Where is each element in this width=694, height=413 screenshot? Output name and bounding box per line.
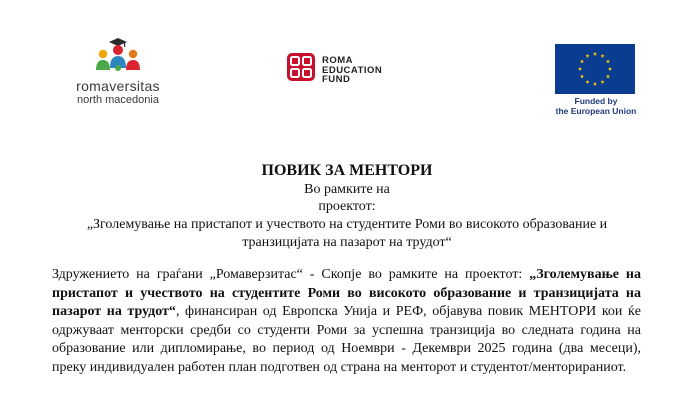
body-intro: Здружението на граѓани „Ромаверзитас“ - Скопје во рамките на проектот: (52, 267, 530, 282)
romaversitas-name: romaversitas (76, 78, 160, 94)
document-title: ПОВИК ЗА МЕНТОРИ (261, 162, 433, 179)
eu-caption (546, 96, 646, 116)
body-rest: , финансиран од Европска Унија и РЕФ, објавува повик МЕНТОРИ кои ќе одржуваат менторски средби со студенти Роми за успешна транзиција во следната година на образование или дипломирање, во период од Ноември - Декември 2025 година (два месеци), преку индивидуален работен план подготвен од страна на менторот и студентот/менторираниот. (52, 304, 641, 375)
ref-line-2: EDUCATION (322, 64, 383, 76)
romaversitas-people-icon (94, 38, 142, 78)
project-title-line-2: транзицијата на пазарот на трудот“ (242, 235, 452, 250)
body-paragraph (52, 266, 641, 377)
eu-flag-icon (555, 44, 635, 94)
body-project-name: „Зголемување на пристапот и учеството на студентите Роми во високото образование и транзицијата на пазарот на трудот“ (52, 267, 641, 319)
roma-education-fund-logo (286, 52, 416, 86)
eu-caption-line-2: the European Union (555, 106, 637, 116)
romaversitas-logo (62, 38, 174, 108)
eu-caption-line-1: Funded by (574, 96, 618, 106)
romaversitas-subtitle: north macedonia (77, 94, 159, 106)
ref-wordmark (322, 56, 382, 85)
heading-line-1: Во рамките на (304, 182, 390, 197)
project-title-line-1: „Зголемување на пристапот и учеството на студентите Роми во високото образование и (86, 217, 608, 232)
eu-funded-logo (554, 44, 638, 120)
heading-line-2: проектот: (318, 199, 376, 214)
ref-line-1: ROMA (322, 55, 354, 66)
ref-line-3: FUND (322, 74, 351, 85)
ref-mark-icon (286, 52, 316, 82)
